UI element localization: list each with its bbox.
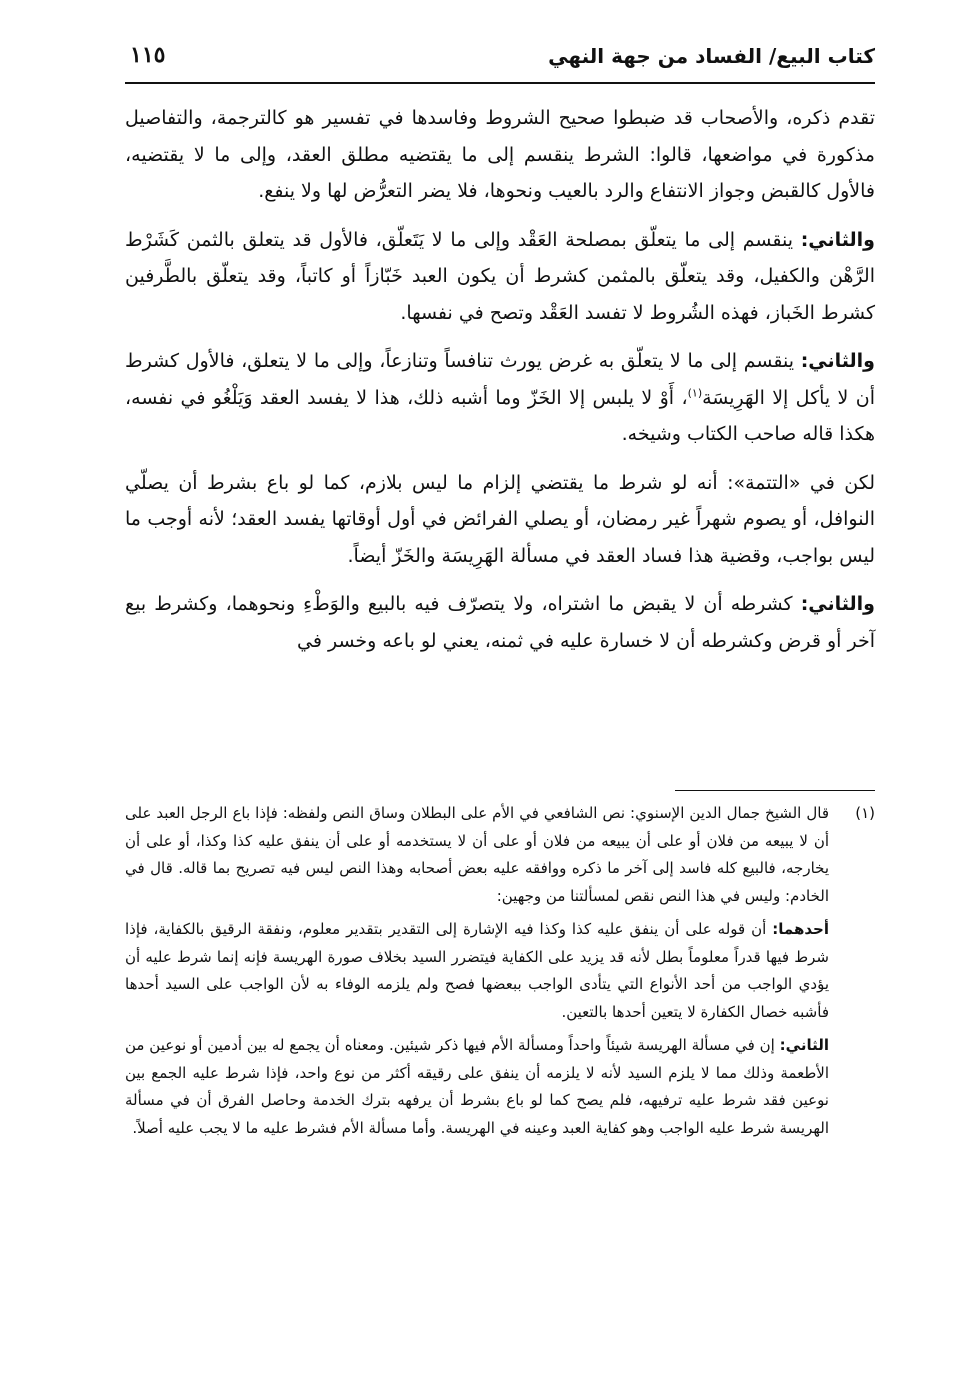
footnote-text: قال الشيخ جمال الدين الإسنوي: نص الشافعي في الأم على البطلان وساق النص ولفظه: فإذا باع الرجل العبد على أن لا يبيعه من فلان أو على أن يبيعه من فلان أو على أن لا يستخدمه أو على أن ينفق عليه كذا وكذا، أو على أن يخارجه، فالبيع كله فاسد إلى آخر ما ذكره ووافقه عليه بعض أصحابه وهذا النص ليس فيه تصريح بما قاله. قال في الخادم: وليس في هذا النص نقص لمسألتنا من وجهين: (125, 804, 829, 905)
footnote-text: إن في مسألة الهريسة شيئاً واحداً ومسألة الأم فيها ذكر شيئين. ومعناه أن يجمع له بين أدمين أو نوعين من الأطعمة وذلك مما لا يلزم السيد لأنه لا يلزمه أن ينفق على رقيقه أكثر من نوع واحد، فإذا شرط عليه الجمع بين نوعين فقد شرط عليه ترفيهه، فلم يصح كما لو باع بشرط أن يرفهه بترك الخدمة وحاصل الفرق أن في مسألة الهريسة شرط عليه الواجب وهو كفاية العبد وعينه في الهريسة. وأما مسألة الأم فشرط عليه ما لا يجب عليه أصلاً. (125, 1036, 829, 1137)
page-header (125, 38, 875, 84)
paragraph-2 (125, 222, 875, 332)
paragraph-text: ينقسم إلى ما يتعلّق بمصلحة العَقْد وإلى ما لا يَتَعلّق، فالأول قد يتعلق بالثمن كَشَرْط الرَّهْن والكفيل، وقد يتعلّق بالمثمن كشرط أن يكون العبد خَبّازاً أو كاتباً، وقد يتعلّق بالطَّرفين كشرط الخَباز، فهذه الشُروط لا تفسد العَقْد وتصح في نفسها. (125, 228, 875, 324)
footnotes (125, 800, 875, 1148)
footnote-1-part-2 (125, 916, 875, 1026)
paragraph-lead: والثاني: (800, 593, 875, 615)
footnote-lead: أحدهما: (772, 920, 829, 938)
footnote-1 (125, 800, 875, 910)
paragraph-4: لكن في «التتمة»: أنه لو شرط ما يقتضي إلزام ما ليس بلازم، كما لو باع بشرط أن يصلّي النوافل، أو يصوم شهراً غير رمضان، أو يصلي الفرائض في أول أوقاتها يفسد العقد؛ لأنه أوجب ما ليس بواجب، وقضية هذا فساد العقد في مسألة الهَرِيسَة والخَزّ أيضاً. (125, 471, 875, 567)
paragraph-text: كشرطه أن لا يقبض ما اشتراه، ولا يتصرّف فيه بالبيع والوَطْءِ ونحوهما، وكشرط بيع آخر أو قرض وكشرطه أن لا خسارة عليه في ثمنه، يعني لو باعه وخسر في (125, 593, 875, 652)
footnote-text: أن قوله على أن ينفق عليه كذا وكذا فيه الإشارة إلى التقدير بتقدير معلوم، ونفقة الرقيق بالكفاية، فإذا شرط فيها قدراً معلوماً بطل لأنه قد يزيد على الكفاية فيتضرر السيد بخلاف صورة الهريسة فإنه إنما شرط عليه أن يؤدي الواجب من أحد الأنواع التي يتأدى الواجب ببعضها فصح ولم يلزمه الوفاء به لأن الواجب على السيد أحدها فأشبه خصال الكفارة لا يتعين أحدها بالتعين. (125, 920, 829, 1021)
paragraph-3 (125, 343, 875, 453)
footnote-1-part-3 (125, 1032, 875, 1142)
paragraph-lead: والثاني: (800, 228, 875, 251)
paragraph-text: ينقسم إلى ما لا يتعلّق به غرض يورث تنافساً وتنازعاً، وإلى ما لا يتعلق، فالأول كشرط أن لا يأكل إلا الهَرِيسَة (125, 350, 875, 409)
paragraph-text: ، أَوْ لا يلبس إلا الخَزّ وما أشبه ذلك، هذا لا يفسد العقد وَيَلْغُو في نفسه، هكذا قاله صاحب الكتاب وشيخه. (125, 386, 875, 445)
paragraph-lead: والثاني: (800, 350, 875, 372)
footnote-lead: الثاني: (779, 1036, 829, 1054)
page-number: ١١٥ (130, 42, 166, 68)
footnote-reference: (١) (687, 386, 703, 400)
paragraph-1: تقدم ذكره، والأصحاب قد ضبطوا صحيح الشروط وفاسدها في تفسير هو كالترجمة، والتفاصيل مذكورة في مواضعها، قالوا: الشرط ينقسم إلى ما يقتضيه مطلق العقد، وإلى ما لا يقتضيه، فالأول كالقبض وجواز الانتفاع والرد بالعيب ونحوها، فلا يضر التعرُّض لها ولا ينفع. (125, 107, 875, 202)
main-text (125, 100, 875, 671)
paragraph-5 (125, 586, 875, 659)
running-title: كتاب البيع/ الفساد من جهة النهي (548, 44, 875, 68)
footnote-number: (١) (855, 804, 875, 822)
footnote-divider (675, 790, 875, 791)
